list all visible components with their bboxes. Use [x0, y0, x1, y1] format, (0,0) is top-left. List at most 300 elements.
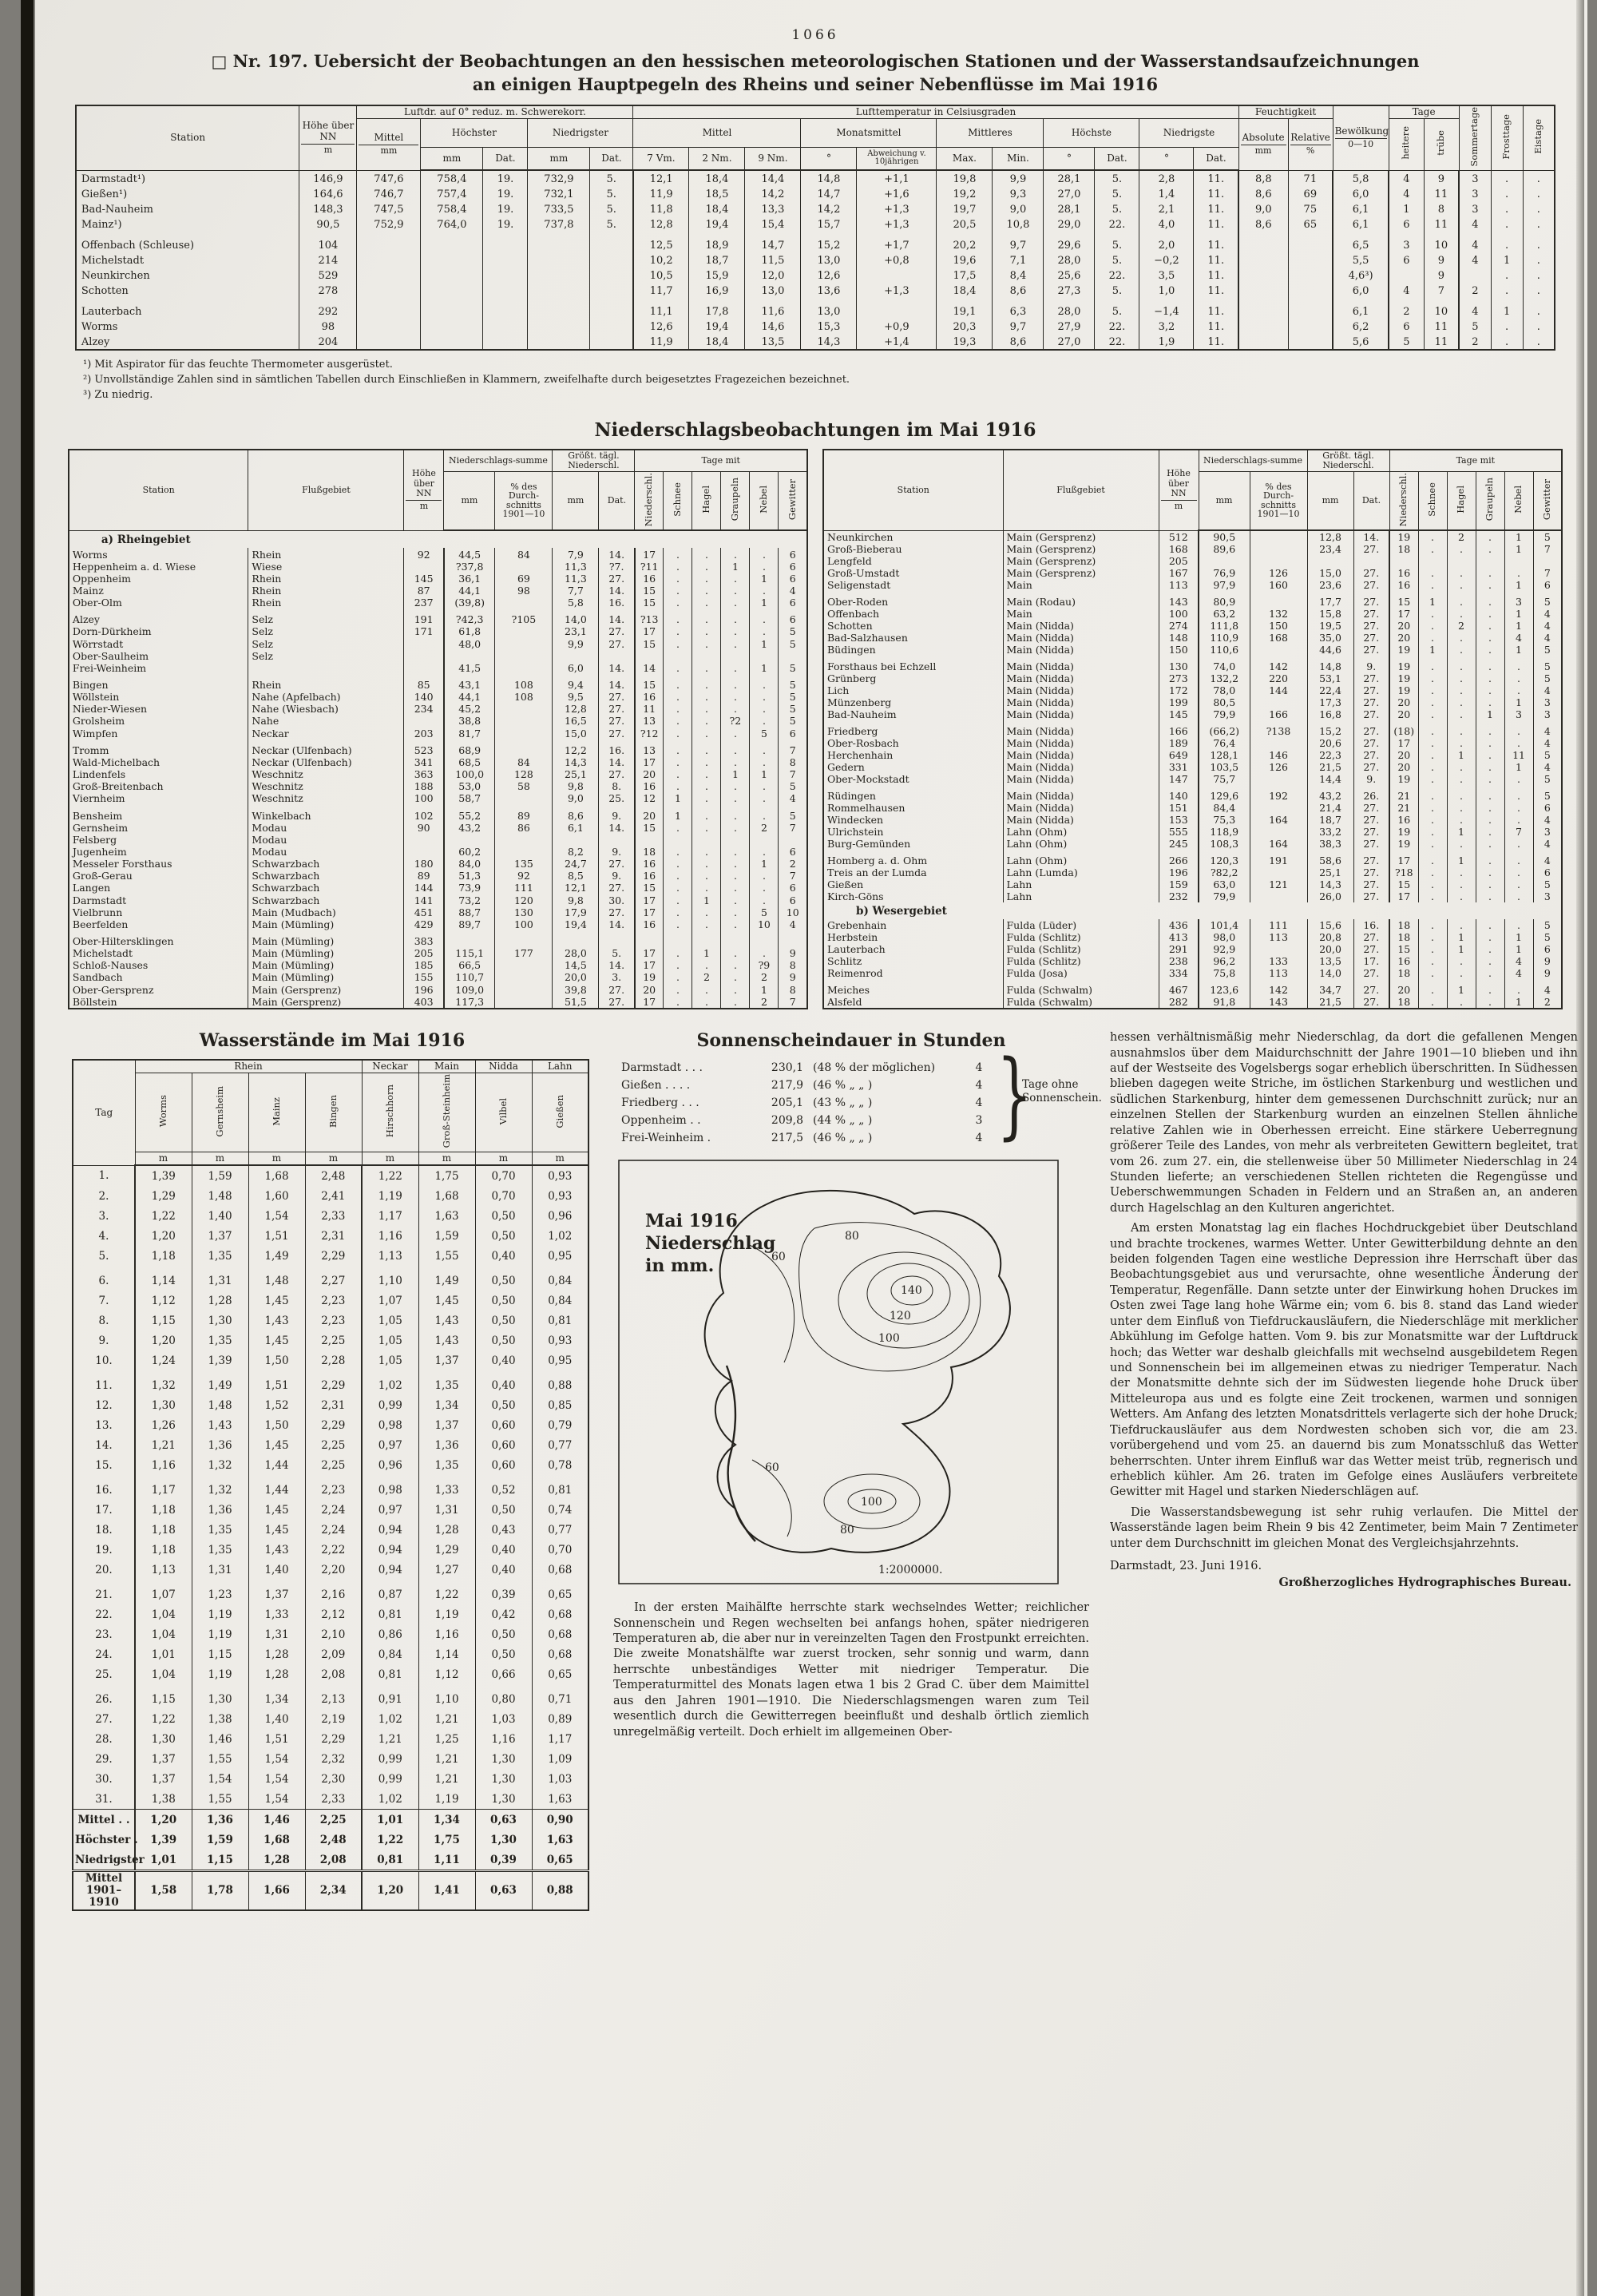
cell: 9: [779, 947, 807, 959]
cell: 15,7: [801, 216, 857, 232]
cell: .: [750, 674, 779, 691]
cell: [1288, 268, 1333, 283]
cell: [495, 727, 553, 739]
cell: 18,4: [937, 283, 993, 298]
cell: 1,17: [362, 1206, 418, 1226]
cell: 5: [1533, 749, 1562, 761]
cell: .: [664, 846, 692, 858]
cell: 5: [750, 906, 779, 918]
cell: 15,8: [1307, 608, 1353, 620]
cell: 8,6: [993, 334, 1044, 350]
cell: Main (Nidda): [1003, 620, 1159, 632]
cell: Gießen¹): [81, 188, 128, 201]
cell: 3: [1459, 186, 1491, 201]
cell: 68,5: [444, 756, 495, 768]
cell: [1238, 283, 1288, 298]
cell: 6: [779, 561, 807, 573]
cell: 1,9: [1139, 334, 1194, 350]
table-row: [823, 567, 1562, 579]
cell: (46 % „ „ ): [813, 1132, 873, 1145]
cell: 2,0: [1139, 232, 1194, 252]
table-row: [73, 1810, 588, 1830]
cell: 2,08: [305, 1664, 362, 1684]
cell: 14.: [599, 585, 635, 597]
cell: 27.: [599, 983, 635, 995]
table-row: [69, 804, 807, 821]
cell: Lindenfels: [72, 768, 126, 781]
cell: 0,80: [475, 1684, 532, 1709]
cell: 1: [750, 983, 779, 995]
cell: Schloß-Nauses: [72, 959, 149, 972]
cell: .: [692, 882, 721, 894]
cell: .: [1476, 838, 1504, 850]
cell: .: [1447, 720, 1476, 737]
cell: .: [664, 703, 692, 715]
cell: 1,38: [192, 1709, 248, 1729]
cell: ?7.: [599, 561, 635, 573]
cell: 217,9: [771, 1079, 803, 1092]
cell: [528, 252, 590, 268]
cell: 25,6: [1044, 268, 1095, 283]
cell: 166: [1250, 708, 1307, 720]
cell: .: [664, 715, 692, 727]
cell: 5: [779, 691, 807, 703]
cell: 331: [1159, 761, 1199, 773]
cell: 12,8: [633, 216, 689, 232]
cell: Schotten: [827, 620, 873, 632]
cell: 108: [495, 691, 553, 703]
cell: 27.: [599, 637, 635, 649]
table-row: [69, 585, 807, 597]
cell: 5: [1533, 656, 1562, 672]
cell: Wöllstein: [72, 691, 120, 704]
cell: 191: [404, 609, 444, 625]
table-row: [823, 530, 1562, 543]
cell: 0,74: [532, 1500, 588, 1520]
table-row: [69, 996, 807, 1009]
cell: 0,90: [532, 1810, 588, 1830]
cell: 27.: [599, 573, 635, 585]
cell: 25.: [95, 1667, 113, 1681]
cell: 1,43: [248, 1311, 305, 1330]
cell: .: [1447, 543, 1476, 555]
cell: Modau: [248, 846, 404, 858]
unit-m: m: [135, 1152, 192, 1165]
cell: Worms: [72, 548, 108, 561]
cell: 1,68: [418, 1186, 475, 1206]
cell: 6: [779, 548, 807, 560]
cell: 7: [1504, 826, 1533, 838]
cell: 17,5: [937, 268, 993, 283]
cell: 1,17: [532, 1729, 588, 1749]
cell: 1,04: [135, 1624, 192, 1644]
cell: [1238, 252, 1288, 268]
cell: 0,88: [532, 1871, 588, 1910]
cell: Gießen: [827, 878, 864, 891]
cell: 4: [779, 918, 807, 930]
cell: 4: [1533, 608, 1562, 620]
cell: 143: [1250, 996, 1307, 1009]
cell: 0,94: [362, 1540, 418, 1560]
cell: 0,40: [475, 1350, 532, 1370]
cell: 17,7: [1307, 591, 1353, 608]
cell: +1,7: [857, 232, 937, 252]
cell: 0,84: [362, 1644, 418, 1664]
cell: 58,6: [1307, 850, 1353, 866]
cell: 101,4: [1199, 919, 1250, 931]
table-row: [73, 1246, 588, 1266]
cell: 1,48: [192, 1186, 248, 1206]
cell: 1,02: [362, 1709, 418, 1729]
cell: Schotten: [81, 285, 129, 298]
cell: [495, 637, 553, 649]
cell: 22.: [1095, 319, 1139, 334]
cell: .: [1447, 785, 1476, 802]
cell: 58,7: [444, 792, 495, 804]
cell: [1288, 334, 1333, 350]
cell: 140: [1159, 785, 1199, 802]
cell: 27.: [1353, 608, 1389, 620]
cell: Neunkirchen: [827, 531, 894, 544]
cell: .: [664, 637, 692, 649]
cell: 11.: [1194, 232, 1238, 252]
cell: 117,3: [444, 996, 495, 1009]
cell: 1,07: [135, 1580, 192, 1604]
cell: 1,31: [192, 1266, 248, 1291]
cell: 0,95: [532, 1350, 588, 1370]
cell: 17: [1389, 737, 1418, 749]
cell: .: [1418, 878, 1447, 890]
cell: 1,40: [248, 1709, 305, 1729]
cell: 7: [779, 740, 807, 756]
cell: 3: [1533, 890, 1562, 902]
cell: 467: [1159, 979, 1199, 996]
cell: 0,94: [362, 1520, 418, 1540]
cell: .: [1476, 749, 1504, 761]
cell: 14: [635, 662, 664, 674]
cell: 28,0: [1044, 298, 1095, 319]
cell: 0,85: [532, 1395, 588, 1415]
cell: .: [1418, 979, 1447, 996]
cell: 11,5: [745, 252, 801, 268]
table-row: [823, 931, 1562, 943]
cell: 1,19: [192, 1624, 248, 1644]
cell: [750, 930, 779, 947]
cell: 1,11: [418, 1850, 475, 1871]
cell: 69: [495, 573, 553, 585]
unit-dat: Dat.: [1353, 471, 1389, 530]
cell: 1: [1389, 201, 1424, 216]
cell: .: [1476, 620, 1504, 632]
signature-organization: Großherzogliches Hydrographisches Bureau.: [1278, 1576, 1571, 1590]
cell: 1,14: [135, 1266, 192, 1291]
table-row: [73, 1311, 588, 1330]
cell: .: [1418, 530, 1447, 543]
cell: 205: [1159, 555, 1199, 567]
cell: [1288, 252, 1333, 268]
cell: 79,9: [1199, 708, 1250, 720]
table-row: [69, 548, 807, 560]
cell: .: [1504, 838, 1533, 850]
group-luftdruck: Luftdr. auf 0° reduz. m. Schwerekorr.: [357, 105, 633, 119]
unit-grad: °: [1139, 147, 1194, 170]
table-row: [823, 814, 1562, 826]
cell: 757,4: [421, 186, 483, 201]
cell: 21: [1389, 802, 1418, 814]
cell: 2,48: [305, 1830, 362, 1850]
middle-column: [613, 1030, 1102, 1745]
cell: .: [721, 894, 750, 906]
cell: [444, 834, 495, 846]
cell: 145: [1159, 708, 1199, 720]
cell: .: [1476, 802, 1504, 814]
cell: .: [1504, 919, 1533, 931]
cell: Rommelhausen: [827, 802, 905, 815]
cell: .: [664, 585, 692, 597]
cell: [779, 650, 807, 662]
cell: 1,12: [135, 1291, 192, 1311]
table-row: [73, 1455, 588, 1475]
cell: 43,2: [1307, 785, 1353, 802]
cell: 6,3: [993, 298, 1044, 319]
cell: 1,16: [362, 1226, 418, 1246]
cell: 529: [299, 268, 357, 283]
cell: 6,0: [1333, 186, 1389, 201]
cell: 13,5: [1307, 955, 1353, 967]
cell: 4: [1459, 216, 1491, 232]
cell: .: [664, 971, 692, 983]
cell: Grünberg: [827, 672, 877, 685]
cell: 27.: [1353, 708, 1389, 720]
cell: 1,59: [192, 1165, 248, 1186]
cell: [1238, 298, 1288, 319]
cell: 5: [1533, 785, 1562, 802]
cell: (66,2): [1199, 720, 1250, 737]
cell: 13,0: [745, 283, 801, 298]
cell: Schwarzbach: [248, 858, 404, 870]
table-row: [620, 1057, 995, 1075]
cell: 523: [404, 740, 444, 756]
cell: [590, 319, 633, 334]
cell: 1,01: [135, 1850, 192, 1871]
cell: .: [1447, 672, 1476, 684]
table-row: [823, 943, 1562, 955]
table-row: [823, 785, 1562, 802]
cell: 274: [1159, 620, 1199, 632]
cell: 1,36: [418, 1435, 475, 1455]
cell: 9,9: [993, 170, 1044, 186]
cell: 1.: [98, 1169, 109, 1183]
cell: 0,99: [362, 1769, 418, 1789]
group-neckar: Neckar: [362, 1060, 418, 1073]
cell: 23,4: [1307, 543, 1353, 555]
cell: 8,5: [553, 870, 599, 882]
cell: 6: [779, 894, 807, 906]
cell: 15: [635, 597, 664, 609]
cell: 0,97: [362, 1435, 418, 1455]
cell: [528, 232, 590, 252]
cell: .: [750, 870, 779, 882]
col-rel-feuchte: Relative %: [1288, 118, 1333, 170]
cell: 0,84: [532, 1266, 588, 1291]
table-row: [823, 608, 1562, 620]
sunshine-table: [620, 1057, 995, 1145]
cell: 27.: [1353, 591, 1389, 608]
cell: 1,16: [418, 1624, 475, 1644]
cell: [1238, 268, 1288, 283]
footnotes: [83, 358, 1559, 403]
cell: Main: [1003, 579, 1159, 591]
cell: 28,0: [1044, 252, 1095, 268]
precipitation-map: [615, 1156, 1089, 1591]
cell: 1: [1447, 943, 1476, 955]
cell: 9,0: [1238, 201, 1288, 216]
cell: 1,18: [135, 1246, 192, 1266]
cell: Büdingen: [827, 644, 876, 656]
cell: 19: [1389, 672, 1418, 684]
cell: Seligenstadt: [827, 579, 891, 592]
cell: 1,15: [135, 1684, 192, 1709]
cell: 164: [1250, 838, 1307, 850]
cell: 232: [1159, 890, 1199, 902]
cell: .: [1418, 955, 1447, 967]
cell: 1,28: [248, 1850, 305, 1871]
precipitation-tables: [72, 449, 1559, 1010]
cell: 31.: [95, 1792, 113, 1806]
table-row: [823, 644, 1562, 656]
cell: 19,8: [937, 170, 993, 186]
cell: [750, 834, 779, 846]
cell: Modau: [248, 834, 404, 846]
cell: Ober-Saulheim: [72, 649, 149, 662]
cell: 90: [404, 822, 444, 834]
cell: 63,2: [1199, 608, 1250, 620]
cell: 1,05: [362, 1350, 418, 1370]
cell: .: [1523, 186, 1555, 201]
col-min: Min.: [993, 147, 1044, 170]
cell: .: [1418, 749, 1447, 761]
table-row: [73, 1206, 588, 1226]
cell: 16: [635, 573, 664, 585]
cell: 5: [779, 662, 807, 674]
group-rhein: Rhein: [135, 1060, 362, 1073]
cell: 17: [635, 894, 664, 906]
cell: 1,59: [192, 1830, 248, 1850]
cell: .: [721, 674, 750, 691]
table-row: [823, 967, 1562, 979]
cell: 18,7: [1307, 814, 1353, 826]
col-hoechster: Höchster: [421, 118, 528, 147]
cell: 0,87: [362, 1580, 418, 1604]
table-row: [73, 1664, 588, 1684]
cell: 8,4: [993, 268, 1044, 283]
cell: 11,9: [633, 334, 689, 350]
cell: 1,14: [418, 1644, 475, 1664]
cell: 20: [1389, 696, 1418, 708]
cell: 75,8: [1199, 967, 1250, 979]
cell: 199: [1159, 696, 1199, 708]
map-title-2: Niederschlag: [645, 1233, 776, 1255]
cell: Fulda (Lüder): [1003, 919, 1159, 931]
cell: 9.: [98, 1334, 109, 1347]
footnote-1: ¹) Mit Aspirator für das feuchte Thermometer ausgerüstet.: [83, 359, 393, 371]
table-row: [73, 1624, 588, 1644]
cell: 16: [635, 780, 664, 792]
cell: 11: [1424, 186, 1459, 201]
cell: [1459, 268, 1491, 283]
cell: Burg-Gemünden: [827, 838, 911, 851]
cell: 0,99: [362, 1395, 418, 1415]
cell: 21.: [95, 1588, 113, 1601]
cell: 0,77: [532, 1520, 588, 1540]
cell: 5: [1459, 319, 1491, 334]
cell: 27.: [599, 996, 635, 1009]
table-row: [73, 1395, 588, 1415]
observations-table: [75, 105, 1555, 351]
cell: 0,40: [475, 1560, 532, 1580]
cell: 4: [975, 1096, 983, 1110]
cell: .: [1491, 268, 1523, 283]
cell: 27.: [1353, 672, 1389, 684]
cell: 9.: [599, 846, 635, 858]
col-7vm: 7 Vm.: [633, 147, 689, 170]
cell: Lahn (Ohm): [1003, 826, 1159, 838]
cell: 27.: [1353, 684, 1389, 696]
cell: .: [1523, 283, 1555, 298]
cell: .: [750, 703, 779, 715]
cell: 1,75: [418, 1165, 475, 1186]
cell: 17,9: [553, 906, 599, 918]
cell: .: [664, 561, 692, 573]
cell: 18: [1389, 919, 1418, 931]
cell: 0,68: [532, 1644, 588, 1664]
cell: 36,1: [444, 573, 495, 585]
cell: [635, 930, 664, 947]
precipitation-table-right: [822, 449, 1563, 1010]
cell: 16: [1389, 567, 1418, 579]
cell: Lauterbach: [827, 943, 886, 956]
cell: 1,32: [135, 1370, 192, 1395]
cell: 3: [1459, 170, 1491, 186]
cell: (46 % „ „ ): [813, 1079, 873, 1092]
cell: 14.: [599, 756, 635, 768]
cell: 2,30: [305, 1769, 362, 1789]
cell: .: [1504, 785, 1533, 802]
cell: 15: [1389, 591, 1418, 608]
cell: Neckar (Ulfenbach): [248, 740, 404, 756]
cell: [421, 252, 483, 268]
cell: .: [1447, 967, 1476, 979]
cell: 27.: [1353, 644, 1389, 656]
cell: Messeler Forsthaus: [72, 858, 172, 870]
cell: 2,23: [305, 1475, 362, 1500]
col-flussgebiet: Flußgebiet: [1003, 450, 1159, 531]
sunshine-brace-label: Tage ohne Sonnenschein.: [1022, 1078, 1102, 1105]
cell: [1389, 268, 1424, 283]
cell: [495, 561, 553, 573]
cell: 140: [404, 691, 444, 703]
cell: 1,51: [248, 1226, 305, 1246]
table-row: [76, 334, 1555, 350]
cell: Ober-Roden: [827, 596, 889, 609]
cell: .: [750, 894, 779, 906]
cell: 15,3: [801, 319, 857, 334]
table-row: [69, 894, 807, 906]
cell: 1: [750, 858, 779, 870]
cell: [1238, 232, 1288, 252]
cell: .: [721, 691, 750, 703]
cell: 111,8: [1199, 620, 1250, 632]
